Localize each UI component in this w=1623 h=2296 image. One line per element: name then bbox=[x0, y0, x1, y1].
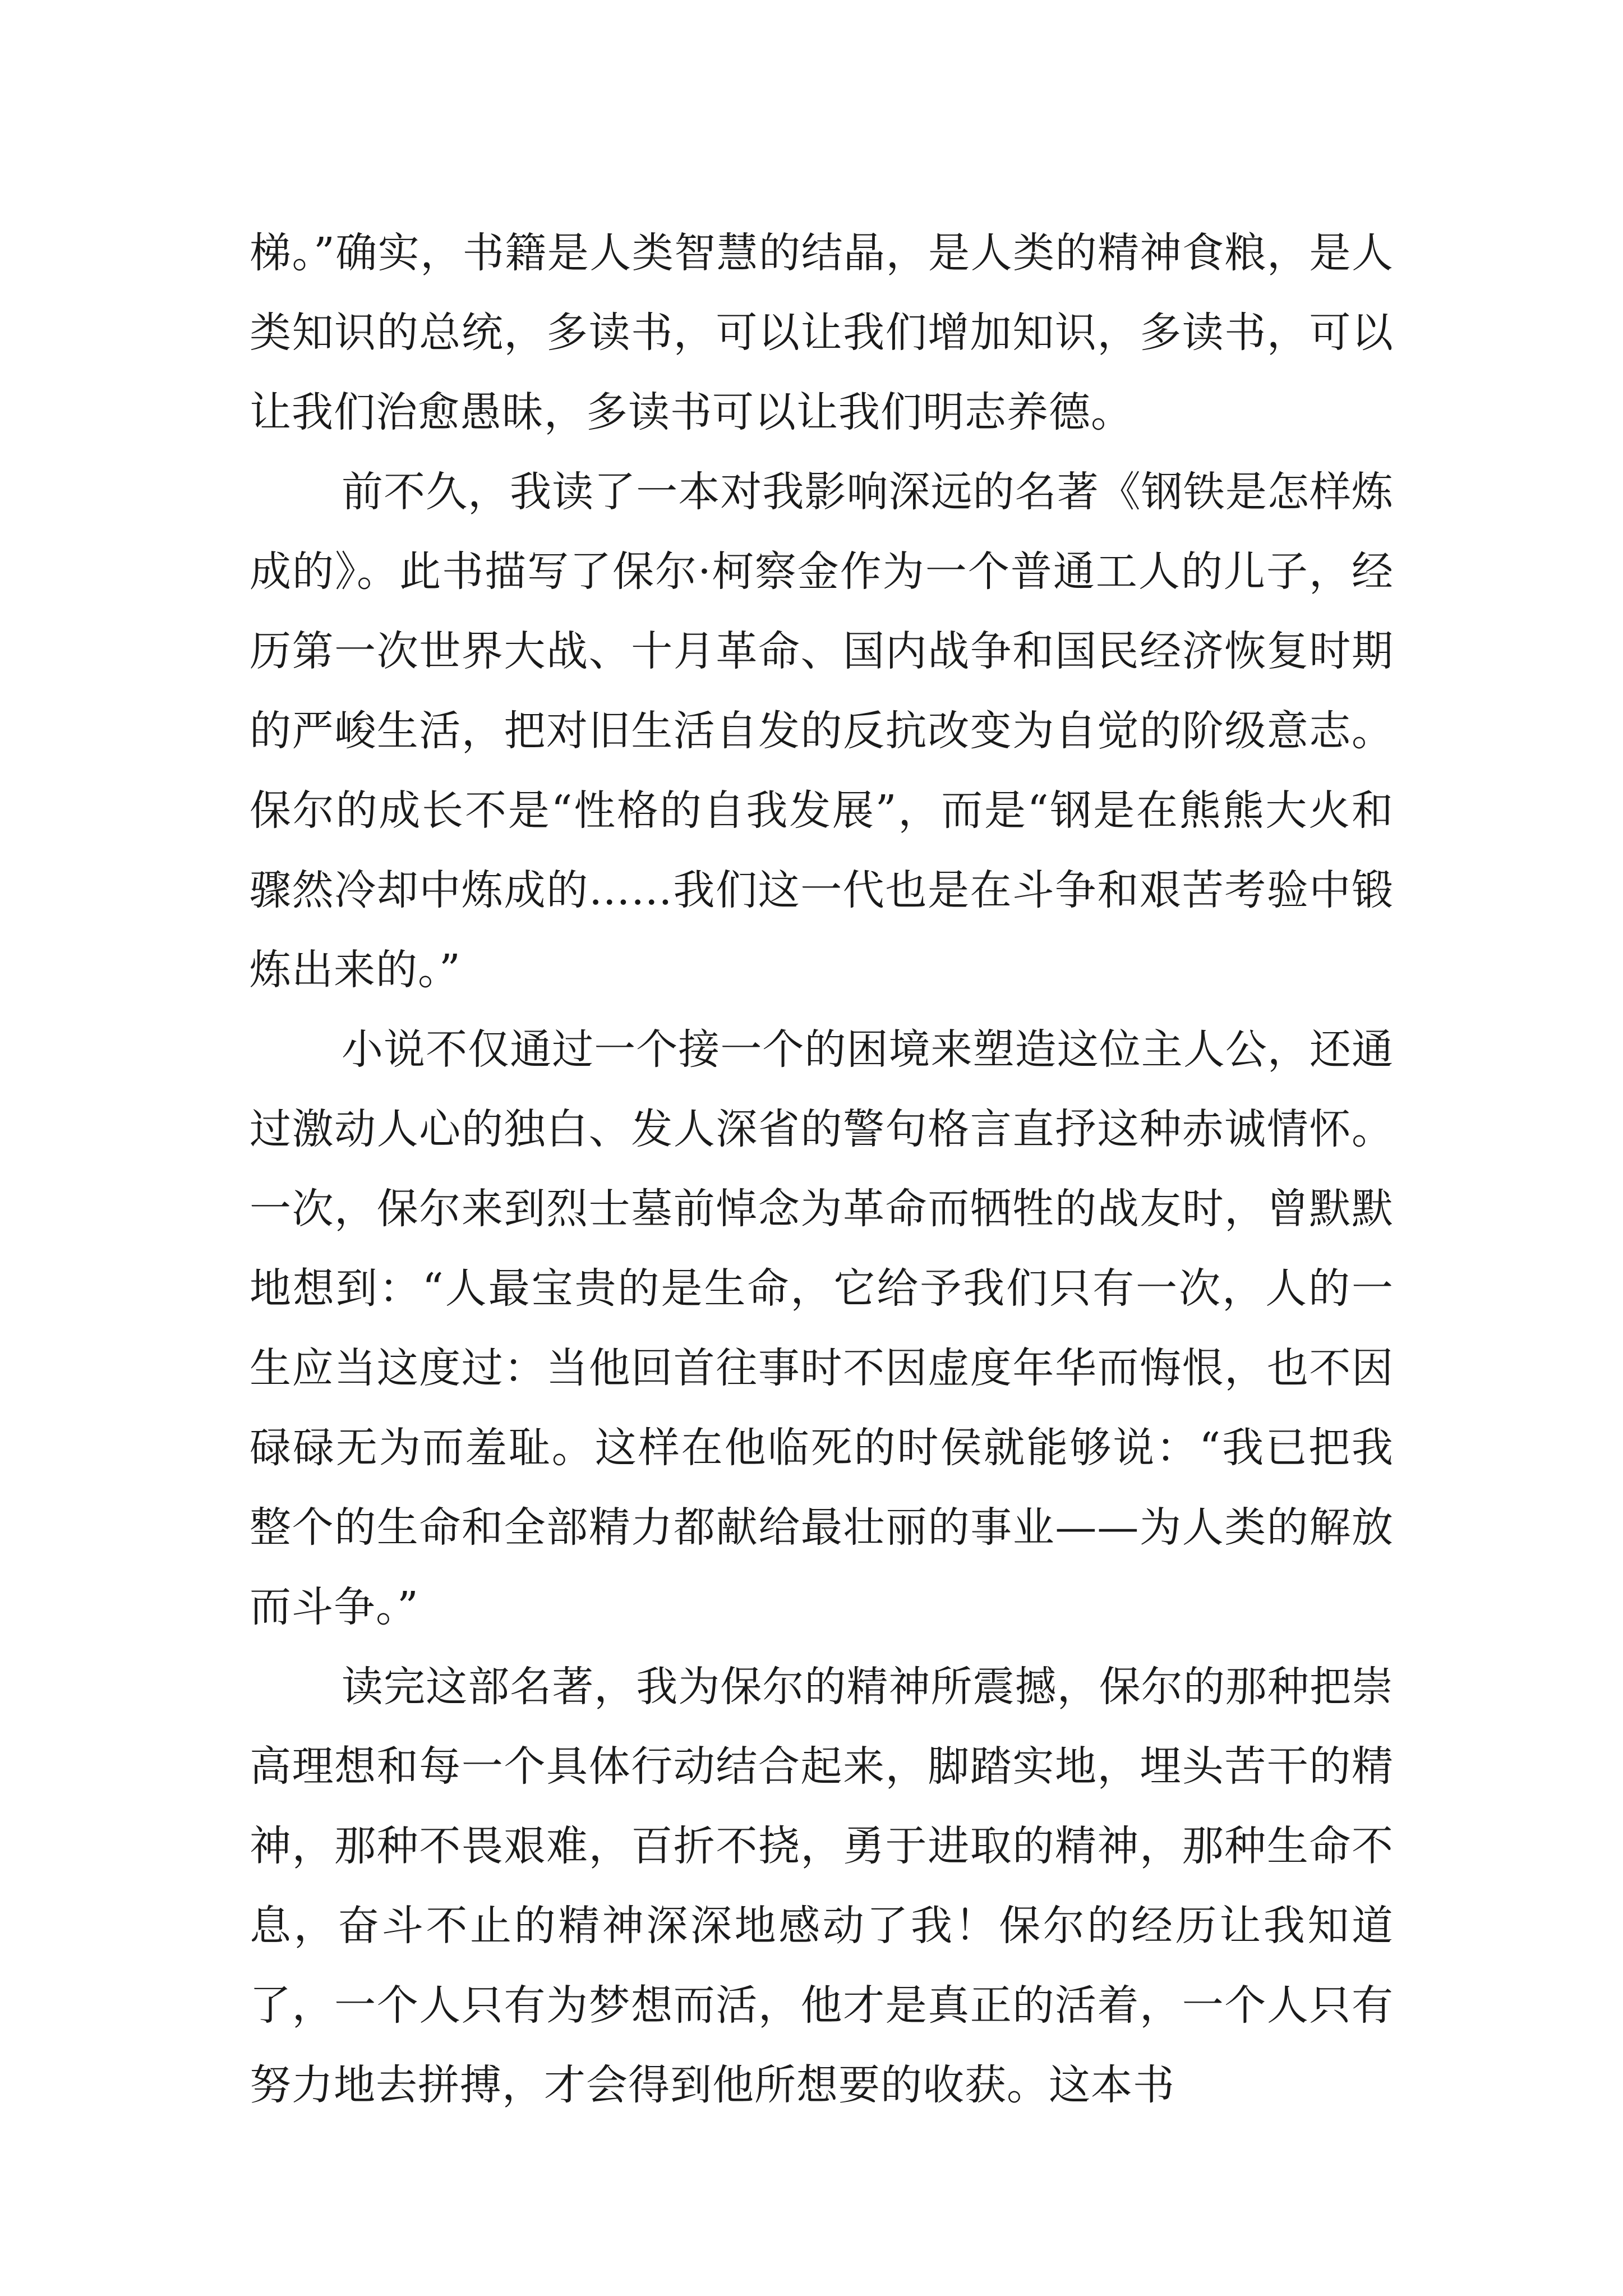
paragraph-2: 前不久，我读了一本对我影响深远的名著《钢铁是怎样炼成的》。此书描写了保尔·柯察金作为一个普通工人的儿子，经历第一次世界大战、十月革命、国内战争和国民经济恢复时期的严峻生活，把对旧生活自发的反抗改变为自觉的阶级意志。保尔的成长不是“性格的自我发展”，而是“钢是在熊熊大火和骤然冷却中炼成的……我们这一代也是在斗争和艰苦考验中锻炼出来的。” bbox=[250, 468, 1394, 994]
paragraph-1: 梯。”确实，书籍是人类智慧的结晶，是人类的精神食粮，是人类知识的总统，多读书，可以让我们增加知识，多读书，可以让我们治愈愚昧，多读书可以让我们明志养德。 bbox=[250, 229, 1394, 436]
paragraph-3: 小说不仅通过一个接一个的困境来塑造这位主人公，还通过激动人心的独白、发人深省的警句格言直抒这种赤诚情怀。一次，保尔来到烈士墓前悼念为革命而牺牲的战友时，曾默默地想到：“人最宝贵的是生命，它给予我们只有一次，人的一生应当这度过：当他回首往事时不因虚度年华而悔恨，也不因碌碌无为而羞耻。这样在他临死的时侯就能够说：“我已把我整个的生命和全部精力都献给最壮丽的事业——为人类的解放而斗争。” bbox=[250, 1025, 1394, 1631]
body-text bbox=[250, 213, 1394, 2125]
paragraph-4: 读完这部名著，我为保尔的精神所震撼，保尔的那种把崇高理想和每一个具体行动结合起来，脚踏实地，埋头苦干的精神，那种不畏艰难，百折不挠，勇于进取的精神，那种生命不息，奋斗不止的精神深深地感动了我！保尔的经历让我知道了，一个人只有为梦想而活，他才是真正的活着，一个人只有努力地去拼搏，才会得到他所想要的收获。这本书 bbox=[250, 1663, 1394, 2109]
